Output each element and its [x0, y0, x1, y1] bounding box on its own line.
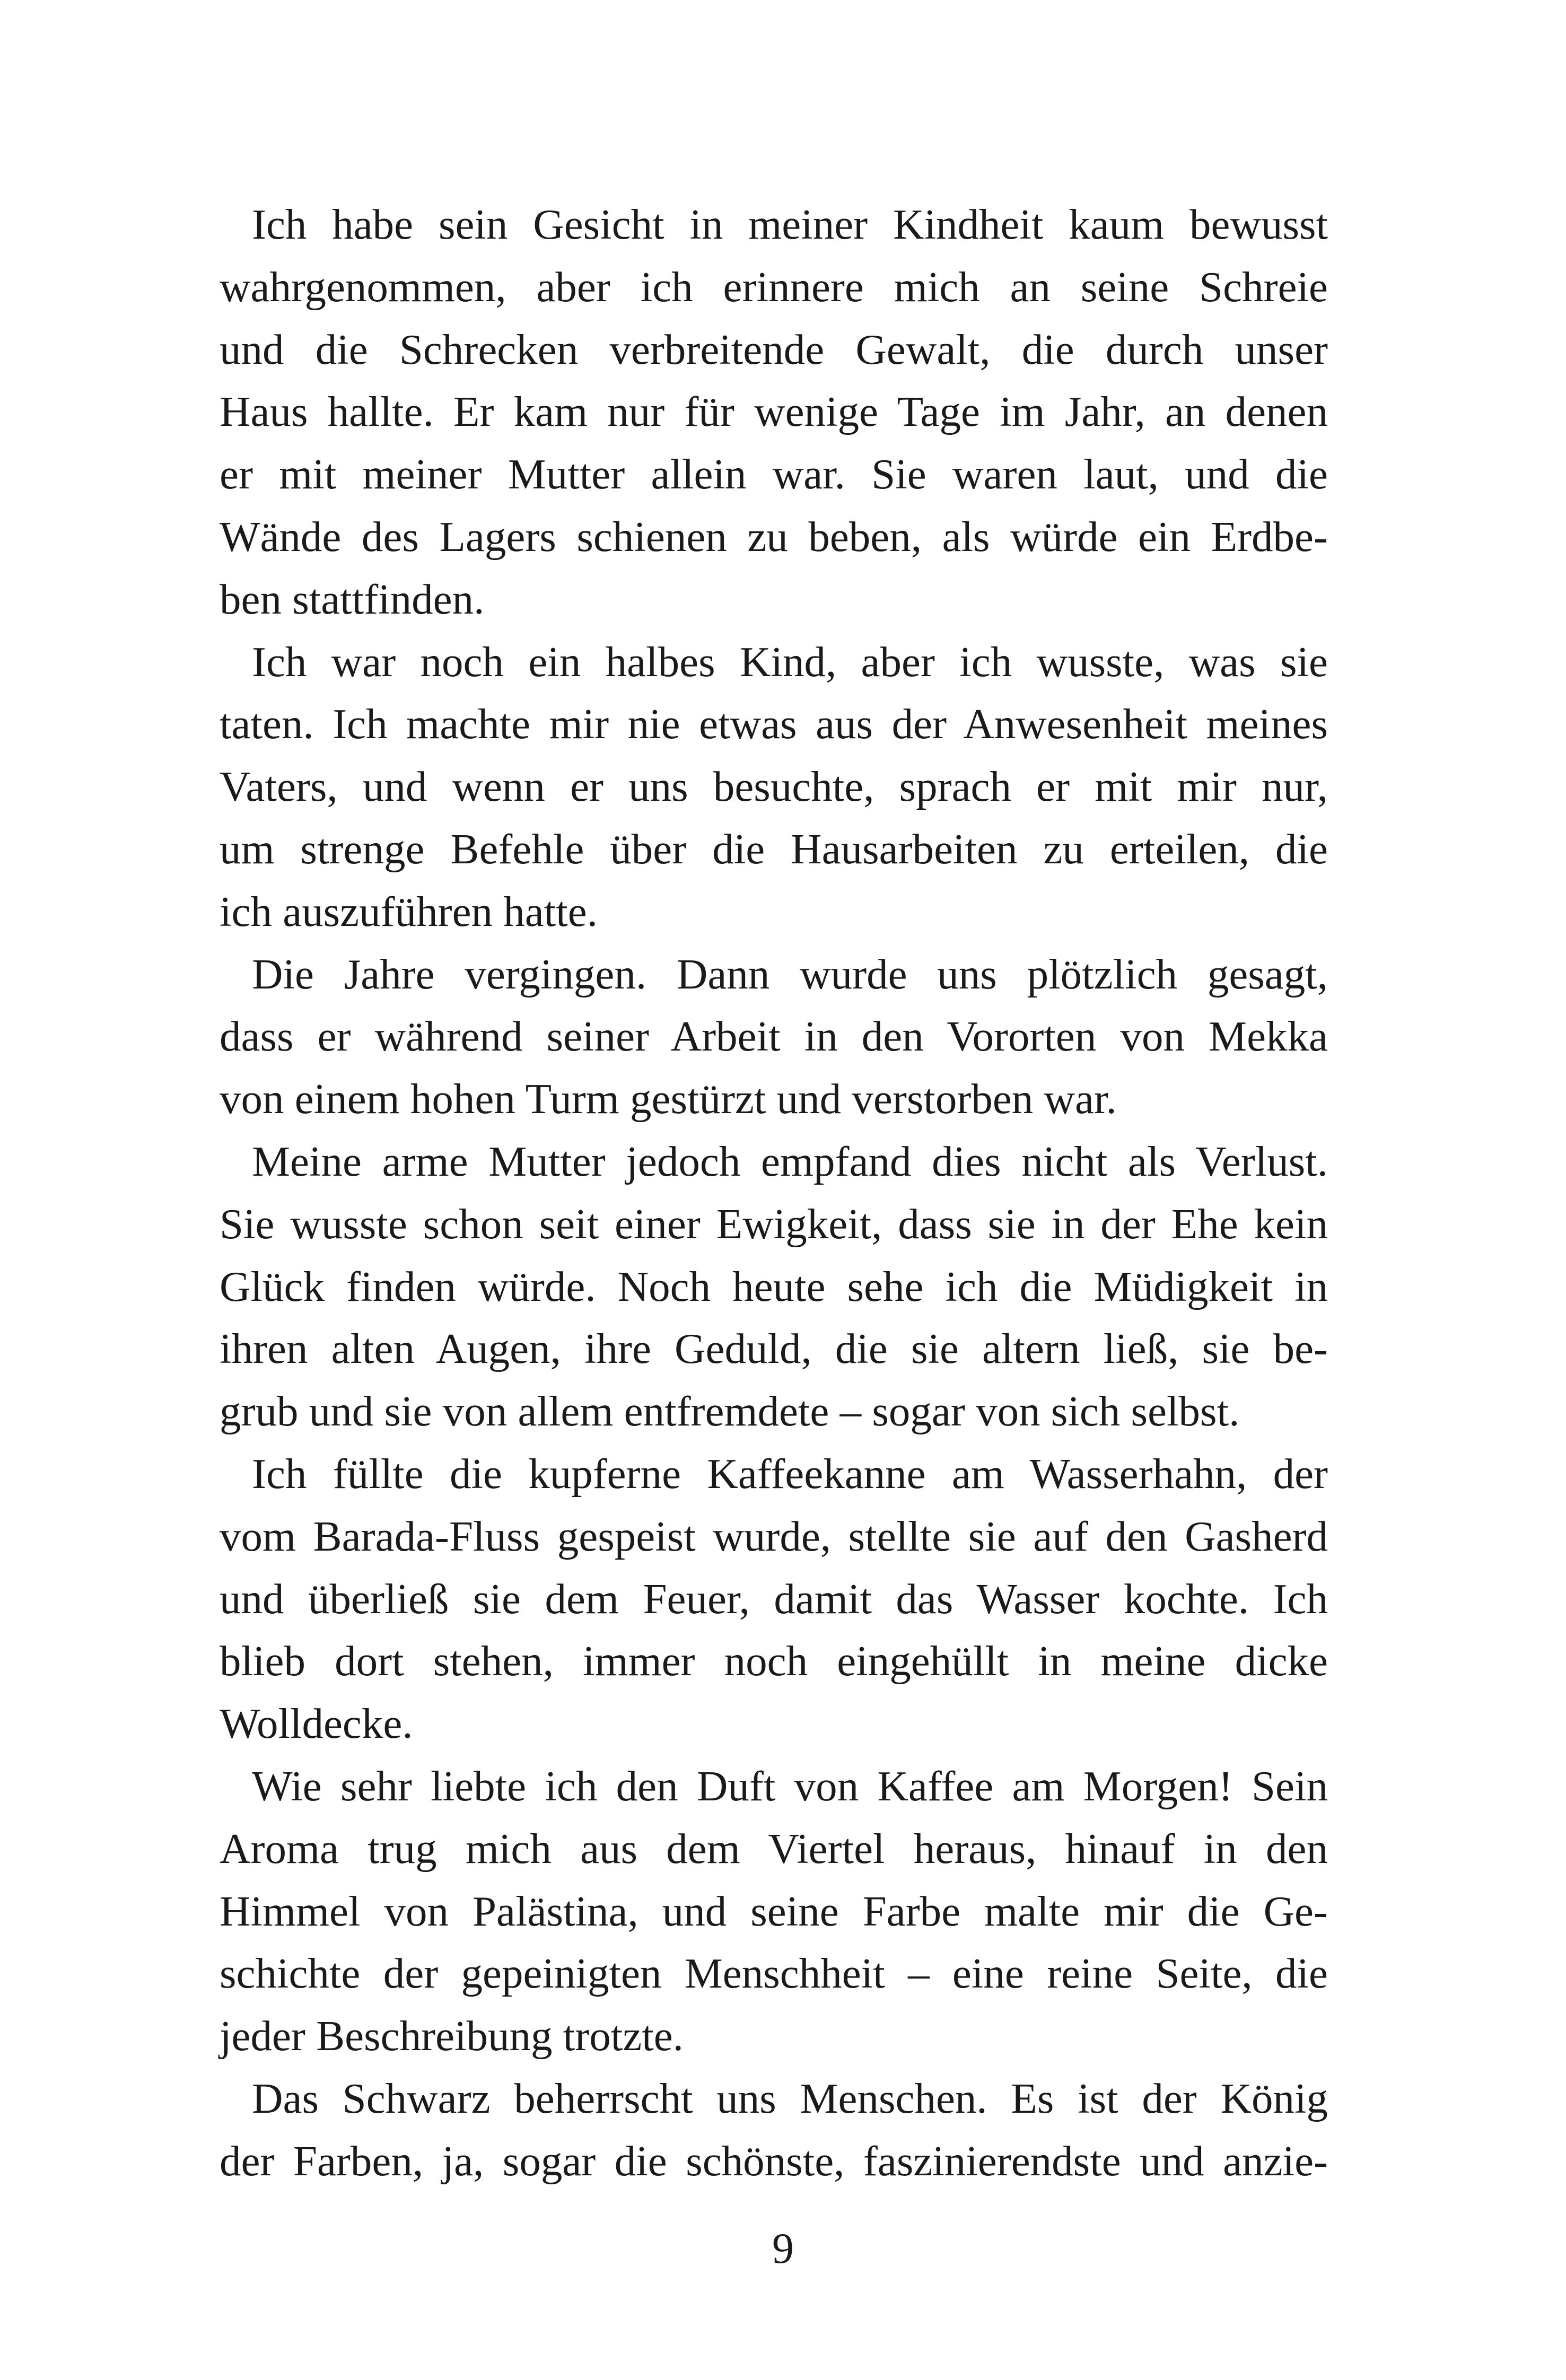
text-line: von einem hohen Turm gestürzt und verstorben war. — [220, 1075, 1117, 1123]
paragraph — [220, 631, 1328, 943]
paragraph — [220, 194, 1328, 631]
text-line: wahrgenommen, aber ich erinnere mich an seine Schreie — [220, 262, 1328, 311]
text-line: der Farben, ja, sogar die schönste, faszinierendste und anzie- — [220, 2137, 1328, 2185]
text-line: Ich füllte die kupferne Kaffeekanne am Wasserhahn, der — [252, 1449, 1328, 1498]
paragraph — [220, 1131, 1328, 1443]
text-line: Die Jahre vergingen. Dann wurde uns plötzlich gesagt, — [252, 950, 1328, 998]
text-line: blieb dort stehen, immer noch eingehüllt in meine dicke — [220, 1637, 1328, 1685]
text-line: Haus hallte. Er kam nur für wenige Tage im Jahr, an denen — [220, 388, 1328, 436]
text-line: Aroma trug mich aus dem Viertel heraus, hinauf in den — [220, 1824, 1328, 1872]
text-line: Meine arme Mutter jedoch empfand dies nicht als Verlust. — [252, 1137, 1328, 1185]
text-line: jeder Beschreibung trotzte. — [220, 2012, 684, 2060]
text-line: Ich habe sein Gesicht in meiner Kindheit kaum bewusst — [252, 200, 1328, 248]
text-line: Ich war noch ein halbes Kind, aber ich wusste, was sie — [252, 637, 1328, 686]
body-text — [220, 194, 1328, 2193]
text-line: ihren alten Augen, ihre Geduld, die sie altern ließ, sie be- — [220, 1325, 1328, 1373]
text-line: Das Schwarz beherrscht uns Menschen. Es ist der König — [252, 2074, 1328, 2122]
text-line: und überließ sie dem Feuer, damit das Wasser kochte. Ich — [220, 1574, 1328, 1623]
page-number: 9 — [772, 2224, 794, 2272]
text-line: ben stattfinden. — [220, 575, 485, 623]
text-line: und die Schrecken verbreitende Gewalt, die durch unser — [220, 325, 1328, 373]
paragraph — [220, 2068, 1328, 2193]
text-line: dass er während seiner Arbeit in den Vororten von Mekka — [220, 1012, 1328, 1061]
text-line: Vaters, und wenn er uns besuchte, sprach er mit mir nur, — [220, 763, 1328, 811]
text-line: grub und sie von allem entfremdete – sogar von sich selbst. — [220, 1387, 1240, 1436]
text-line: Sie wusste schon seit einer Ewigkeit, dass sie in der Ehe kein — [220, 1200, 1328, 1248]
text-line: schichte der gepeinigten Menschheit – eine reine Seite, die — [220, 1949, 1328, 1998]
text-line: vom Barada-Fluss gespeist wurde, stellte sie auf den Gasherd — [220, 1512, 1328, 1560]
text-line: Wolldecke. — [220, 1700, 413, 1748]
paragraph — [220, 1755, 1328, 2068]
text-line: Wände des Lagers schienen zu beben, als würde ein Erdbe- — [220, 512, 1328, 561]
text-line: ich auszuführen hatte. — [220, 887, 598, 935]
text-line: um strenge Befehle über die Hausarbeiten zu erteilen, die — [220, 825, 1328, 873]
text-line: er mit meiner Mutter allein war. Sie waren laut, und die — [220, 450, 1328, 498]
paragraph — [220, 943, 1328, 1131]
text-line: Glück finden würde. Noch heute sehe ich die Müdigkeit in — [220, 1262, 1328, 1310]
text-line: Himmel von Palästina, und seine Farbe malte mir die Ge- — [220, 1887, 1328, 1935]
text-line: taten. Ich machte mir nie etwas aus der Anwesenheit meines — [220, 700, 1328, 748]
text-line: Wie sehr liebte ich den Duft von Kaffee am Morgen! Sein — [252, 1762, 1328, 1810]
paragraph — [220, 1443, 1328, 1755]
